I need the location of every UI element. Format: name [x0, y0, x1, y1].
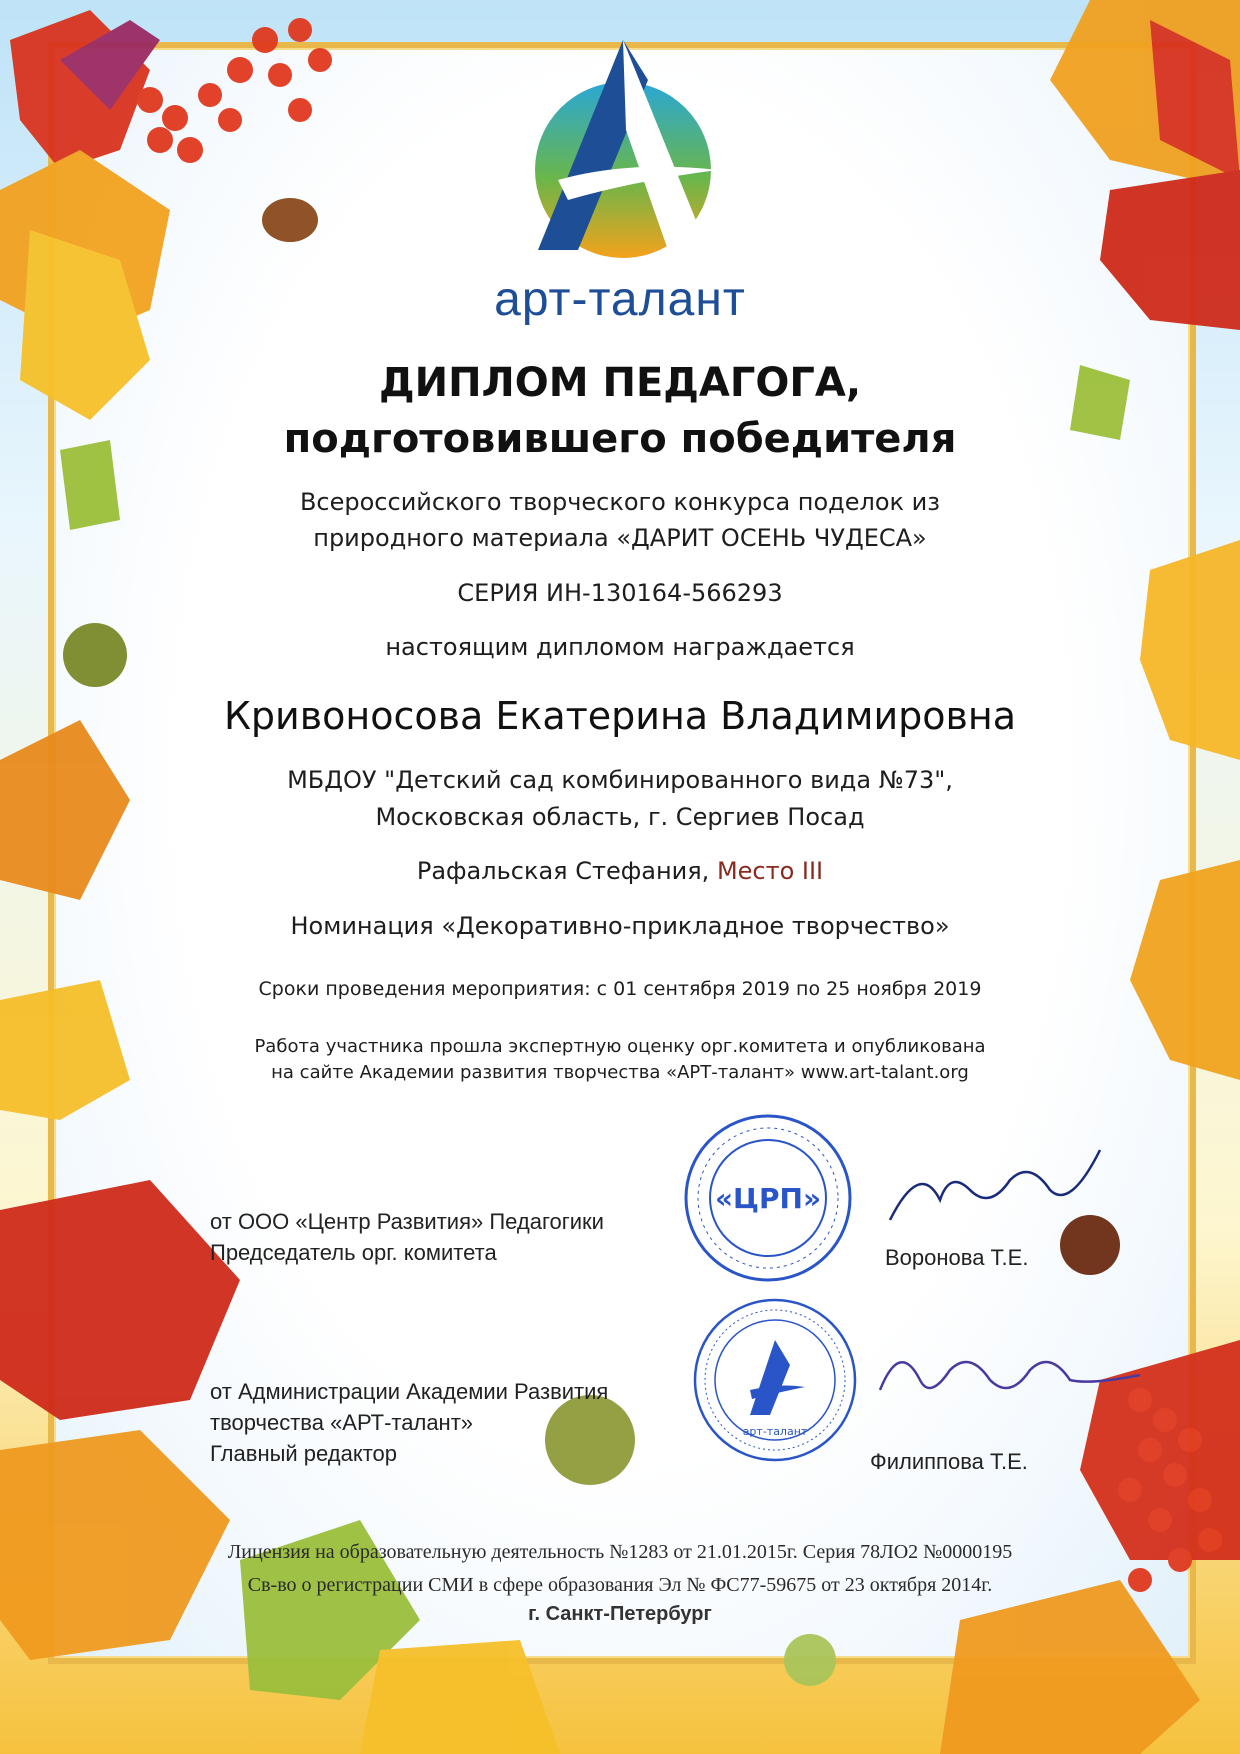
rowan-berries-top — [137, 18, 332, 163]
signatory-2-name: Филиппова Т.Е. — [870, 1449, 1028, 1474]
signatory-2-line-3: Главный редактор — [210, 1441, 398, 1466]
signature-voronova — [880, 1140, 1120, 1240]
signatory-1-line-1: от ООО «Центр Развития» Педагогики — [210, 1209, 604, 1234]
student-line — [0, 857, 1240, 885]
organization-line-2: Московская область, г. Сергиев Посад — [375, 803, 865, 831]
recipient-name: Кривоносова Екатерина Владимировна — [223, 694, 1017, 738]
art-talant-stamp — [690, 1295, 860, 1465]
diploma-title: ДИПЛОМ ПЕДАГОГА, — [378, 360, 862, 406]
crp-stamp-text: «ЦРП» — [714, 1182, 822, 1215]
review-line-2: на сайте Академии развития творчества «АРТ-талант» www.art-talant.org — [271, 1062, 969, 1083]
diploma-subtitle: подготовившего победителя — [283, 416, 957, 462]
contest-line-2: природного материала «ДАРИТ ОСЕНЬ ЧУДЕСА» — [313, 524, 927, 552]
signatory-1-text — [210, 1206, 604, 1268]
contest-line-1: Всероссийского творческого конкурса поделок из — [299, 488, 941, 516]
signatory-2-line-1: от Администрации Академии Развития — [210, 1379, 609, 1404]
signatory-2-line-2: творчества «АРТ-талант» — [210, 1410, 474, 1435]
crp-stamp — [682, 1112, 854, 1284]
student-name: Рафальская Стефания, — [416, 857, 717, 885]
organization-line-1: МБДОУ "Детский сад комбинированного вида №73", — [287, 766, 953, 794]
leaf-bottom-left-red — [0, 1180, 240, 1420]
student-place: Место III — [716, 857, 824, 885]
signatory-2-text — [210, 1376, 608, 1469]
city: г. Санкт-Петербург — [528, 1603, 712, 1625]
art-talant-logo — [518, 40, 728, 260]
signatory-1-name: Воронова Т.Е. — [885, 1245, 1029, 1270]
signature-filippova — [870, 1330, 1150, 1420]
review-line-1: Работа участника прошла экспертную оценку орг.комитета и опубликована — [254, 1036, 986, 1057]
nomination: Номинация «Декоративно-прикладное творчество» — [290, 912, 950, 940]
leaf-bottom-yellow — [360, 1640, 560, 1754]
awarded-text: настоящим дипломом награждается — [385, 633, 855, 661]
brand-name: арт-талант — [494, 273, 746, 326]
art-talant-stamp-text: арт-талант — [742, 1425, 808, 1438]
license-line: Лицензия на образовательную деятельность №1283 от 21.01.2015г. Серия 78ЛО2 №0000195 — [227, 1541, 1013, 1563]
acorn-bottom — [784, 1634, 836, 1686]
signatory-1-line-2: Председатель орг. комитета — [210, 1240, 497, 1265]
series-number: СЕРИЯ ИН-130164-566293 — [457, 579, 783, 607]
acorn — [262, 198, 318, 242]
event-dates: Сроки проведения мероприятия: с 01 сентября 2019 по 25 ноября 2019 — [258, 978, 982, 1000]
registration-line: Св-во о регистрации СМИ в сфере образования Эл № ФС77-59675 от 23 октября 2014г. — [247, 1574, 993, 1596]
